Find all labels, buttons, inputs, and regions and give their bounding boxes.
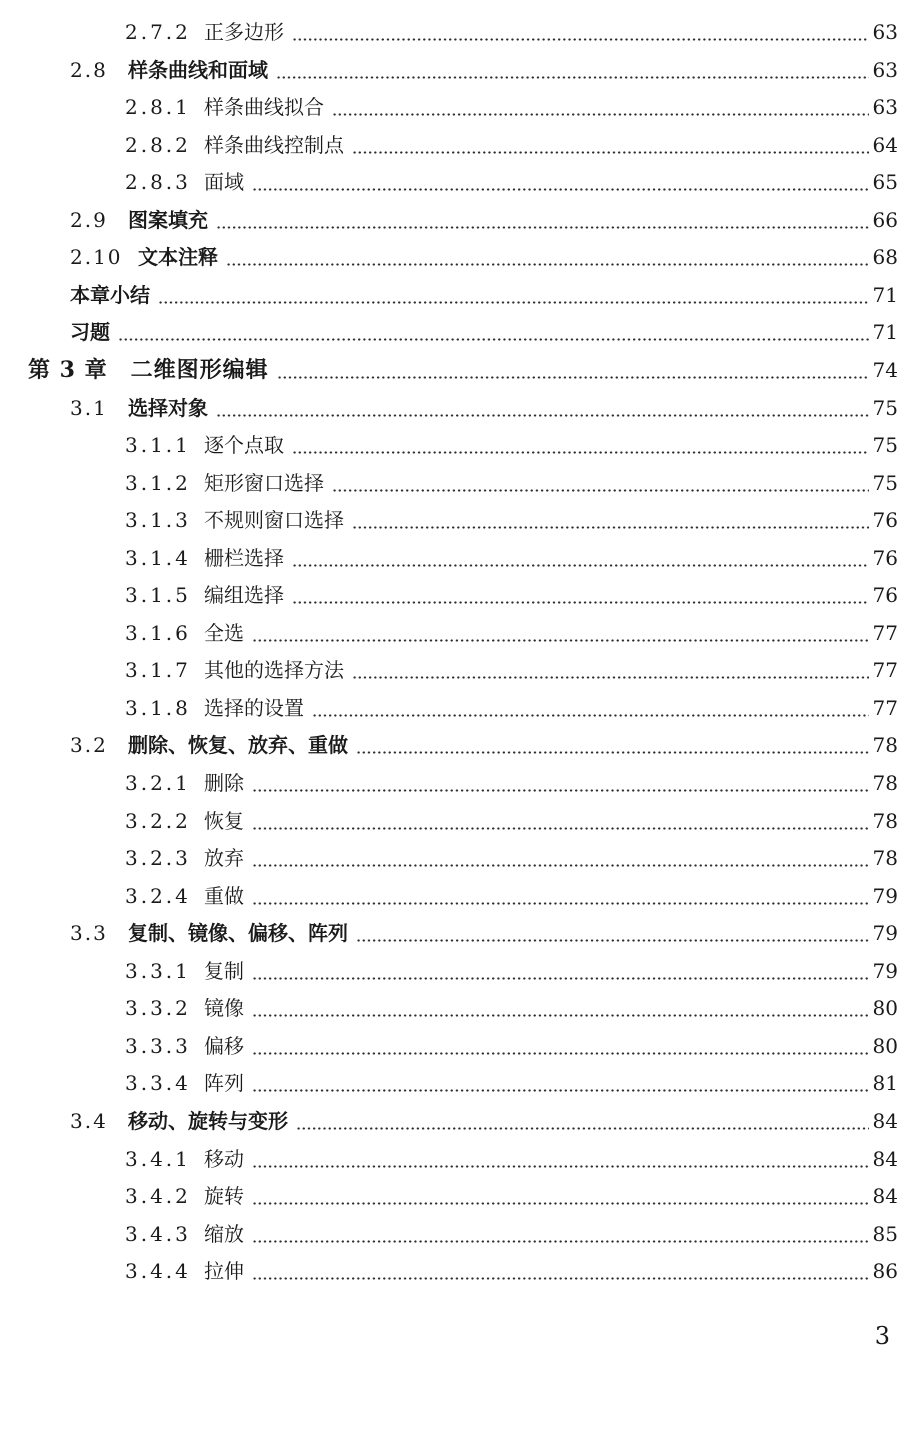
toc-entry-title: 不规则窗口选择: [204, 505, 350, 535]
toc-entry: [0, 317, 920, 347]
toc-entry: [0, 393, 920, 423]
toc-entry: [0, 1031, 920, 1061]
toc-entry: [0, 730, 920, 760]
dot-leader: [252, 1181, 869, 1211]
toc-entry-title: 移动、旋转与变形: [128, 1106, 294, 1136]
dot-leader: [252, 956, 869, 986]
toc-page-number: 79: [873, 918, 898, 948]
toc-entry-number: 3.1.3: [125, 505, 191, 535]
toc-entry-title: 缩放: [204, 1219, 250, 1249]
dot-leader: [356, 730, 869, 760]
toc-entry: [0, 956, 920, 986]
toc-entry-title: 阵列: [204, 1068, 250, 1098]
toc-entry-title: 旋转: [204, 1181, 250, 1211]
toc-entry-number: 3.3.1: [125, 956, 191, 986]
toc-entry-title: 重做: [204, 881, 250, 911]
toc-entry: [0, 580, 920, 610]
toc-entry-title: 文本注释: [138, 242, 224, 272]
toc-page-number: 63: [873, 17, 898, 47]
toc-page-number: 84: [873, 1144, 898, 1174]
toc-page-number: 81: [873, 1068, 898, 1098]
toc-entry-title: 移动: [204, 1144, 250, 1174]
dot-leader: [312, 693, 869, 723]
toc-entry-number: 3.3.2: [125, 993, 191, 1023]
toc-page-number: 66: [873, 205, 898, 235]
dot-leader: [252, 1144, 869, 1174]
toc-page-number: 84: [873, 1181, 898, 1211]
toc-entry-number: 2.8.3: [125, 167, 191, 197]
toc-entry-number: 3.3: [70, 918, 108, 948]
dot-leader: [292, 580, 869, 610]
toc-page-number: 77: [873, 618, 898, 648]
dot-leader: [118, 317, 869, 347]
toc-entry: [0, 993, 920, 1023]
toc-entry-title: 复制、镜像、偏移、阵列: [128, 918, 354, 948]
dot-leader: [292, 543, 869, 573]
toc-entry-title: 复制: [204, 956, 250, 986]
toc-entry-number: 2.8: [70, 55, 108, 85]
dot-leader: [352, 505, 869, 535]
toc-entry-number: 3.1.1: [125, 430, 191, 460]
toc-entry-title: 选择对象: [128, 393, 214, 423]
toc-page-number: 80: [873, 1031, 898, 1061]
toc-entry: [0, 468, 920, 498]
dot-leader: [356, 918, 869, 948]
dot-leader: [292, 17, 869, 47]
toc-entry-title: 逐个点取: [204, 430, 290, 460]
toc-entry: [0, 655, 920, 685]
toc-entry: [0, 618, 920, 648]
toc-page-number: 86: [873, 1256, 898, 1286]
dot-leader: [216, 393, 869, 423]
dot-leader: [332, 468, 869, 498]
toc-entry: [0, 881, 920, 911]
toc-page-number: 84: [873, 1106, 898, 1136]
toc-entry-number: 3.2: [70, 730, 108, 760]
dot-leader: [332, 92, 869, 122]
toc-entry-title: 样条曲线拟合: [204, 92, 330, 122]
toc-entry-title: 样条曲线控制点: [204, 130, 350, 160]
toc-entry-number: 2.8.1: [125, 92, 191, 122]
toc-entry: [0, 92, 920, 122]
toc-entry-title: 选择的设置: [204, 693, 310, 723]
dot-leader: [276, 55, 869, 85]
toc-entry-title: 镜像: [204, 993, 250, 1023]
toc-entry: [0, 806, 920, 836]
dot-leader: [252, 881, 869, 911]
toc-page-number: 78: [873, 768, 898, 798]
toc-entry: [0, 55, 920, 85]
toc-entry-number: 3.3.3: [125, 1031, 191, 1061]
dot-leader: [277, 355, 869, 385]
toc-page-number: 75: [873, 393, 898, 423]
toc-entry-title: 正多边形: [204, 17, 290, 47]
dot-leader: [252, 1219, 869, 1249]
toc-page-number: 77: [873, 693, 898, 723]
toc-entry: [0, 768, 920, 798]
toc-page-number: 71: [873, 280, 898, 310]
toc-page-number: 80: [873, 993, 898, 1023]
toc-entry: [0, 280, 920, 310]
toc-entry: [0, 1219, 920, 1249]
toc-entry-title: 面域: [204, 167, 250, 197]
toc-entry-number: 3.4.3: [125, 1219, 191, 1249]
toc-page-number: 74: [873, 355, 898, 385]
toc-entry: [0, 17, 920, 47]
toc-page-number: 78: [873, 806, 898, 836]
dot-leader: [216, 205, 869, 235]
toc-entry: [0, 543, 920, 573]
toc-entry: [0, 843, 920, 873]
toc-entry-number: 2.9: [70, 205, 108, 235]
dot-leader: [252, 806, 869, 836]
toc-entry-number: 3.2.4: [125, 881, 191, 911]
toc-entry-number: 3.1.7: [125, 655, 191, 685]
dot-leader: [252, 768, 869, 798]
toc-entry-number: 2.8.2: [125, 130, 191, 160]
dot-leader: [158, 280, 869, 310]
toc-page-number: 68: [873, 242, 898, 272]
toc-entry-title: 习题: [70, 317, 116, 347]
toc-entry-title: 拉伸: [204, 1256, 250, 1286]
toc-entry: [0, 1256, 920, 1286]
toc-entry-title: 恢复: [204, 806, 250, 836]
toc-entry: [0, 693, 920, 723]
toc-entry: [0, 918, 920, 948]
toc-entry-number: 3.2.2: [125, 806, 191, 836]
dot-leader: [252, 843, 869, 873]
toc-entry-number: 2.7.2: [125, 17, 191, 47]
toc-entry-title: 偏移: [204, 1031, 250, 1061]
toc-page-number: 76: [873, 543, 898, 573]
dot-leader: [252, 1031, 869, 1061]
toc-entry-title: 本章小结: [70, 280, 156, 310]
toc-page-number: 76: [873, 505, 898, 535]
toc-entry-title: 删除、恢复、放弃、重做: [128, 730, 354, 760]
toc-entry: [0, 430, 920, 460]
toc-entry: [0, 205, 920, 235]
toc-page-number: 79: [873, 956, 898, 986]
toc-entry: [0, 242, 920, 272]
toc-page-number: 65: [873, 167, 898, 197]
toc-entry-title: 样条曲线和面域: [128, 55, 274, 85]
toc-entry: [0, 1106, 920, 1136]
toc-page-number: 79: [873, 881, 898, 911]
toc-page-number: 76: [873, 580, 898, 610]
dot-leader: [292, 430, 869, 460]
dot-leader: [252, 993, 869, 1023]
toc-entry: [0, 167, 920, 197]
toc-chapter-entry: [0, 355, 920, 385]
toc-entry-title: 全选: [204, 618, 250, 648]
toc-page-number: 78: [873, 730, 898, 760]
toc-page-number: 75: [873, 430, 898, 460]
toc-entry-title: 编组选择: [204, 580, 290, 610]
toc-entry-number: 3.4.2: [125, 1181, 191, 1211]
chapter-title: 第 3 章 二维图形编辑: [28, 355, 275, 385]
toc-entry-title: 放弃: [204, 843, 250, 873]
dot-leader: [352, 655, 869, 685]
toc-entry-title: 其他的选择方法: [204, 655, 350, 685]
toc-entry: [0, 505, 920, 535]
toc-entry-number: 3.4.4: [125, 1256, 191, 1286]
toc-page-number: 78: [873, 843, 898, 873]
dot-leader: [296, 1106, 869, 1136]
toc-entry: [0, 1068, 920, 1098]
dot-leader: [226, 242, 869, 272]
toc-entry-number: 3.1.2: [125, 468, 191, 498]
toc-entry-title: 矩形窗口选择: [204, 468, 330, 498]
toc-entry-number: 3.4: [70, 1106, 108, 1136]
dot-leader: [252, 1256, 869, 1286]
toc-entry-number: 3.1.4: [125, 543, 191, 573]
toc-entry-title: 图案填充: [128, 205, 214, 235]
toc-page-number: 71: [873, 317, 898, 347]
toc-entry-number: 3.3.4: [125, 1068, 191, 1098]
toc-page-number: 63: [873, 55, 898, 85]
toc-page-number: 64: [873, 130, 898, 160]
toc-page-number: 75: [873, 468, 898, 498]
toc-entry-number: 3.4.1: [125, 1144, 191, 1174]
dot-leader: [252, 167, 869, 197]
toc-entry-number: 3.1.6: [125, 618, 191, 648]
toc-entry-number: 3.2.1: [125, 768, 191, 798]
toc-entry: [0, 1144, 920, 1174]
toc-entry-number: 3.1.5: [125, 580, 191, 610]
dot-leader: [352, 130, 869, 160]
toc-entry-number: 3.1: [70, 393, 108, 423]
toc-entry: [0, 130, 920, 160]
toc-entry-number: 3.2.3: [125, 843, 191, 873]
toc-entry-title: 删除: [204, 768, 250, 798]
dot-leader: [252, 618, 869, 648]
toc-entry-number: 2.10: [70, 242, 123, 272]
page-number: 3: [874, 1322, 890, 1350]
toc-entry-title: 栅栏选择: [204, 543, 290, 573]
toc-page-number: 63: [873, 92, 898, 122]
toc-page-number: 77: [873, 655, 898, 685]
toc-page-number: 85: [873, 1219, 898, 1249]
toc-entry-number: 3.1.8: [125, 693, 191, 723]
toc-entry: [0, 1181, 920, 1211]
dot-leader: [252, 1068, 869, 1098]
